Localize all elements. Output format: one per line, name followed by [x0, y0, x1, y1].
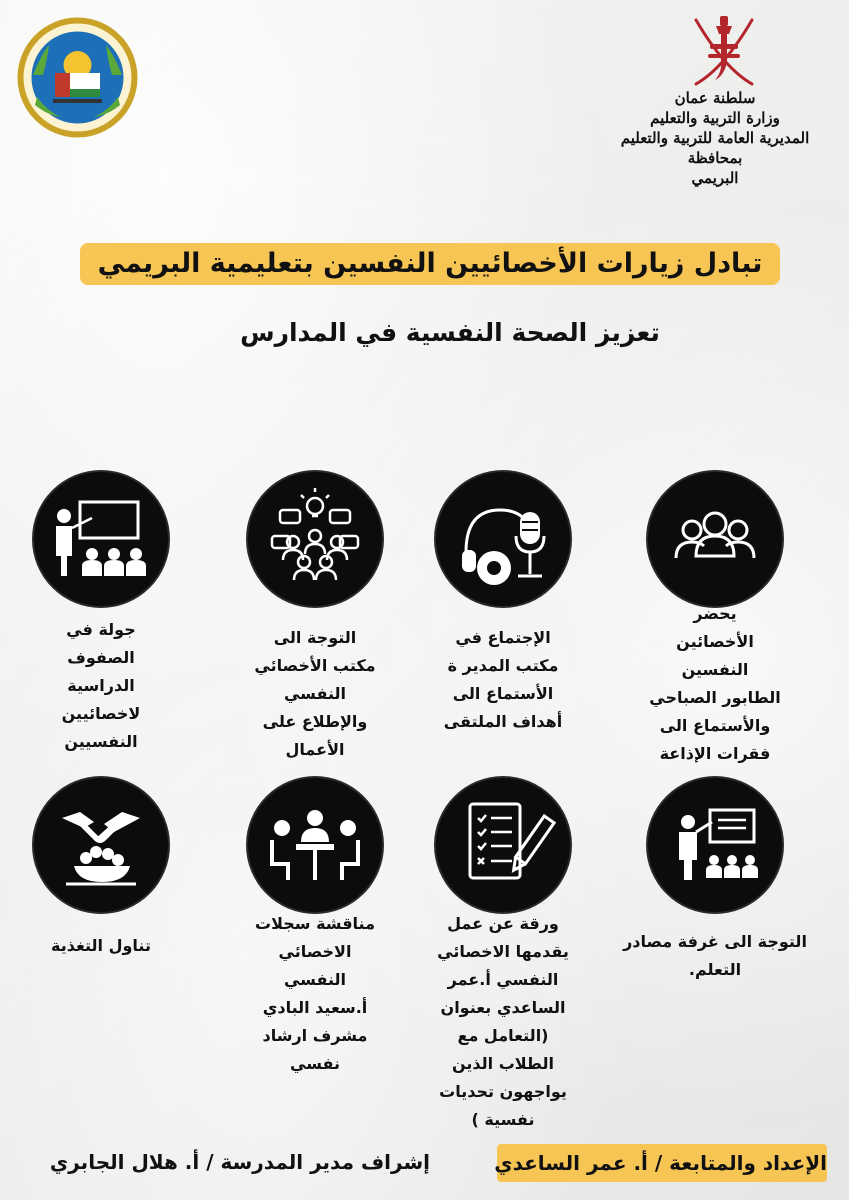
activity-caption: جولة في الصفوف الدراسية لاخصائيين النفسيين [61, 620, 141, 751]
activity-caption: الإجتماع في مكتب المدير ة الأستماع الى أهداف الملتقى [443, 628, 563, 731]
page-subtitle: تعزيز الصحة النفسية في المدارس [240, 318, 660, 347]
activity-caption: تناول التغذية [51, 936, 151, 955]
checklist-pencil-icon [436, 778, 570, 912]
ministry-line: بمحافظة [687, 149, 743, 167]
headphones-microphone-icon [436, 472, 570, 606]
activity-caption: مناقشة سجلات الاخصائي النفسي أ.سعيد البادي مشرف ارشاد نفسي [255, 914, 375, 1073]
presentation-teacher-icon [648, 778, 782, 912]
activity-caption: التوجة الى مكتب الأخصائي النفسي والإطلاع على الأعمال [254, 628, 376, 759]
activity-caption: التوجة الى غرفة مصادر التعلم. [623, 932, 807, 979]
group-people-icon [648, 472, 782, 606]
school-logo-icon [15, 15, 140, 140]
meeting-table-icon [248, 778, 382, 912]
handshake-salad-icon [34, 778, 168, 912]
ministry-line: وزارة التربية والتعليم [650, 109, 780, 127]
ideas-discussion-icon [248, 472, 382, 606]
oman-emblem-icon [684, 8, 764, 92]
ministry-line: البريمي [691, 169, 739, 187]
classroom-teacher-icon [34, 472, 168, 606]
ministry-line: سلطنة عمان [674, 89, 756, 107]
page-title: تبادل زيارات الأخصائيين النفسين بتعليمية البريمي [80, 243, 780, 285]
ministry-name-block [600, 88, 830, 188]
preparation-credit: الإعداد والمتابعة / أ. عمر الساعدي [497, 1144, 827, 1182]
ministry-line: المديرية العامة للتربية والتعليم [620, 129, 810, 147]
activity-caption: يحضر الأخصائين النفسين الطابور الصباحي والأستماع الى فقرات الإذاعة [649, 604, 781, 763]
supervision-credit: إشراف مدير المدرسة / أ. هلال الجابري [49, 1150, 430, 1174]
activity-caption: ورقة عن عمل يقدمها الاخصائي النفسي أ.عمر الساعدي بعنوان (التعامل مع الطلاب الذين يواجهون تحديات نفسية ) [437, 914, 569, 1129]
